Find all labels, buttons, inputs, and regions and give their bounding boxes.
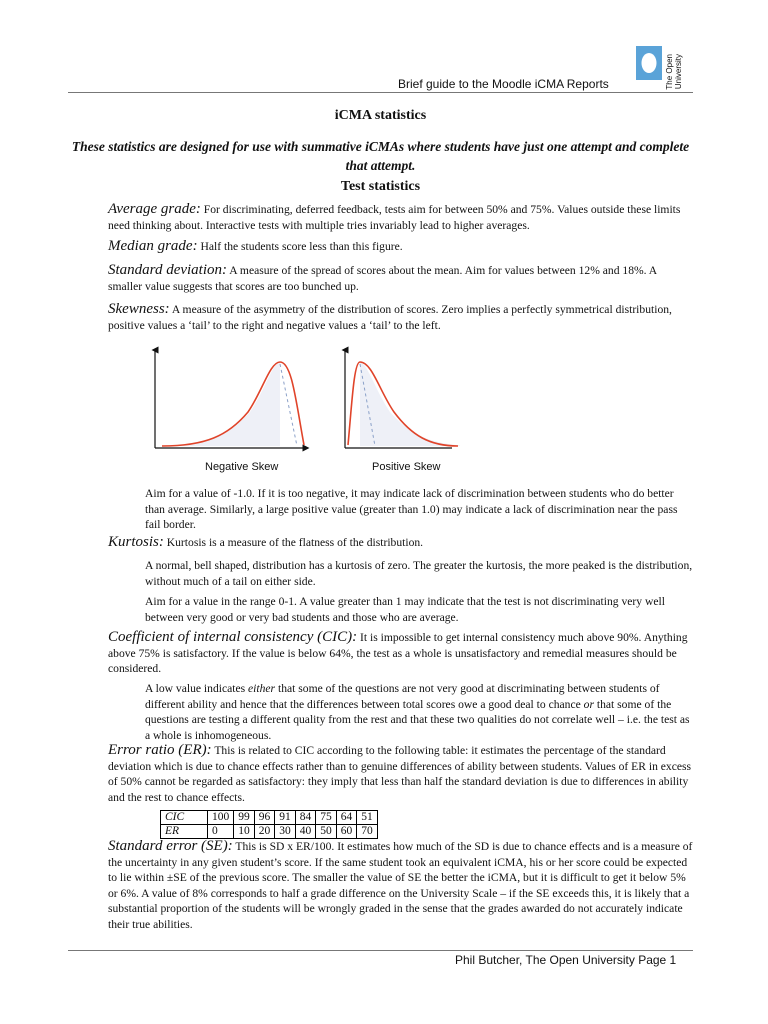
negative-skew-chart [155,350,306,448]
standard-error-term: Standard error (SE) [108,838,228,854]
positive-skew-caption: Positive Skew [372,461,441,473]
table-cell: 64 [336,811,357,825]
average-grade-term: Average grade [108,201,196,217]
table-cell: 84 [295,811,316,825]
kurtosis-aim-text: Aim for a value in the range 0-1. A value greater than 1 may indicate that the test is not discriminating very well between very good or very bad students and those who are average. [145,595,665,624]
kurtosis-term: Kurtosis [108,534,159,550]
cic-low-part-a: A low value indicates [145,682,249,695]
header-title: Brief guide to the Moodle iCMA Reports [398,77,609,91]
error-ratio-text: This is related to CIC according to the following table: it estimates the percentage of the standard deviation which is due to chance effects rather than to genuine differences of ability between students. Values of ER in excess of 50% cannot be regarded as satisfactory: they imply that less than half the standard deviation is due to differences in ability and the rest to chance effects. [108,744,692,804]
skewness-aim-text: Aim for a value of -1.0. If it is too negative, it may indicate lack of discrimination between students who do better than average. Similarly, a large positive value (greater than 1.0) may indicate a lack of discrimination near the pass fail border. [145,487,678,531]
table-cell: 100 [208,811,234,825]
median-grade-term: Median grade [108,238,193,254]
footer-divider [68,950,693,951]
negative-skew-mode-line [280,364,297,446]
table-label-er: ER [161,825,208,839]
standard-error-text: This is SD x ER/100. It estimates how much of the SD is due to chance effects and is a measure of the uncertainty in any given student’s score. If the same student took an equivalent iCMA, his or her score could be expected to lie within ±SE of the previous score. The smaller the value of SE the better the iCMA, but it is difficult to get it below 5% or 6%. A value of 8% corresponds to half a grade difference on the University Scale – if the SE exceeds this, it is likely that a substantial proportion of the students will be wrongly graded in the sense that the grades awarded do not accurately indicate their true abilities. [108,840,693,931]
error-ratio-paragraph: Error ratio (ER): This is related to CIC according to the following table: it estimates the percentage of the standard deviation which is due to chance effects rather than to genuine differences of ability between students. Values of ER in excess of 50% cannot be regarded as satisfactory: they imply that less than half the standard deviation is due to differences in ability and the rest to chance effects. [108,742,692,804]
kurtosis-normal-text: A normal, bell shaped, distribution has a kurtosis of zero. The greater the kurtosis, the more peaked is the distribution, without much of a tail on either side. [145,559,693,588]
positive-skew-chart [345,350,460,448]
negative-skew-caption: Negative Skew [205,461,279,473]
header-divider [68,92,693,93]
footer-text: Phil Butcher, The Open University Page 1 [455,953,677,967]
average-grade-text: For discriminating, deferred feedback, tests aim for between 50% and 75%. Values outside these limits need thinking about. Interactive tests with multiple tries invariably lead to higher averages. [108,203,681,232]
table-cell: 50 [316,825,337,839]
table-row-cic [161,811,378,825]
table-cell: 60 [336,825,357,839]
standard-error-paragraph: Standard error (SE): This is SD x ER/100. It estimates how much of the SD is due to chance effects and is a measure of the uncertainty in any given student’s score. If the same student took an equivalent iCMA, his or her score could be expected to lie within ±SE of the previous score. The smaller the value of SE the better the iCMA, but it is difficult to get it below 5% or 6%. A value of 8% corresponds to half a grade difference on the University Scale – if the SE exceeds this, it is likely that a substantial proportion of the students will be wrongly graded in the sense that the grades awarded do not accurately indicate their true abilities. [108,838,693,931]
cic-low-emph-or: or [583,697,594,711]
table-cell: 0 [208,825,234,839]
table-cell: 96 [254,811,275,825]
intro-text: These statistics are designed for use with summative iCMAs where students have just one attempt and complete that attempt. [71,139,690,173]
er-table-container [160,810,378,839]
table-cell: 70 [357,825,378,839]
cic-low-part-c: that some of the questions are testing a different quality from the rest and that these two qualities do not correlate well – i.e. the test as a whole is inhomogeneous. [145,697,690,742]
median-grade-paragraph: Median grade: Half the students score less than this figure. [108,238,403,254]
cic-low-part-b: that some of the questions are not very good at discriminating between students of different ability and hence that the differences between total scores owe a good deal to chance [145,682,660,711]
table-cell: 30 [275,825,296,839]
svg-text:University: University [674,54,683,90]
table-row-er [161,825,378,839]
skewness-paragraph: Skewness: A measure of the asymmetry of the distribution of scores. Zero implies a perfectly symmetrical distribution, positive values a ‘tail’ to the right and negative values a ‘tail’ to the left. [108,301,672,332]
error-ratio-term: Error ratio (ER) [108,742,207,758]
cic-text: It is impossible to get internal consistency much above 90%. Anything above 75% is satisfactory. If the value is below 64%, the test as a whole is unsatisfactory and remedial measures should be considered. [108,631,688,675]
standard-deviation-text: A measure of the spread of scores about the mean. Aim for values between 12% and 18%. A smaller value suggests that scores are too bunched up. [108,264,657,293]
median-grade-text: Half the students score less than this figure. [200,240,403,253]
table-cell: 75 [316,811,337,825]
standard-deviation-term: Standard deviation [108,262,223,278]
skewness-text: A measure of the asymmetry of the distribution of scores. Zero implies a perfectly symmetrical distribution, positive values a ‘tail’ to the right and negative values a ‘tail’ to the left. [108,303,672,332]
table-cell: 20 [254,825,275,839]
page-title: iCMA statistics [334,108,427,123]
average-grade-paragraph: Average grade: For discriminating, deferred feedback, tests aim for between 50% and 75%. Values outside these limits need thinking about. Interactive tests with multiple tries invariably lead to higher averages. [108,201,681,232]
table-cell: 40 [295,825,316,839]
table-cell: 99 [234,811,255,825]
section-heading: Test statistics [340,179,421,194]
table-label-cic: CIC [161,811,208,825]
kurtosis-text: Kurtosis is a measure of the flatness of the distribution. [166,536,424,549]
cic-low-value-text [145,681,693,743]
svg-text:The Open: The Open [665,54,674,90]
skewness-term: Skewness [108,301,165,317]
cic-paragraph: Coefficient of internal consistency (CIC): It is impossible to get internal consistency much above 90%. Anything above 75% is satisfactory. If the value is below 64%, the test as a whole is unsatisfactory and remedial measures should be considered. [108,629,688,675]
cic-low-emph-either: either [248,682,276,695]
cic-er-table [160,810,378,839]
cic-term: Coefficient of internal consistency (CIC) [108,629,353,645]
standard-deviation-paragraph: Standard deviation: A measure of the spread of scores about the mean. Aim for values between 12% and 18%. A smaller value suggests that scores are too bunched up. [108,262,657,293]
table-cell: 51 [357,811,378,825]
table-cell: 10 [234,825,255,839]
skew-figure [140,342,460,477]
table-cell: 91 [275,811,296,825]
kurtosis-paragraph: Kurtosis: Kurtosis is a measure of the flatness of the distribution. [108,534,424,550]
